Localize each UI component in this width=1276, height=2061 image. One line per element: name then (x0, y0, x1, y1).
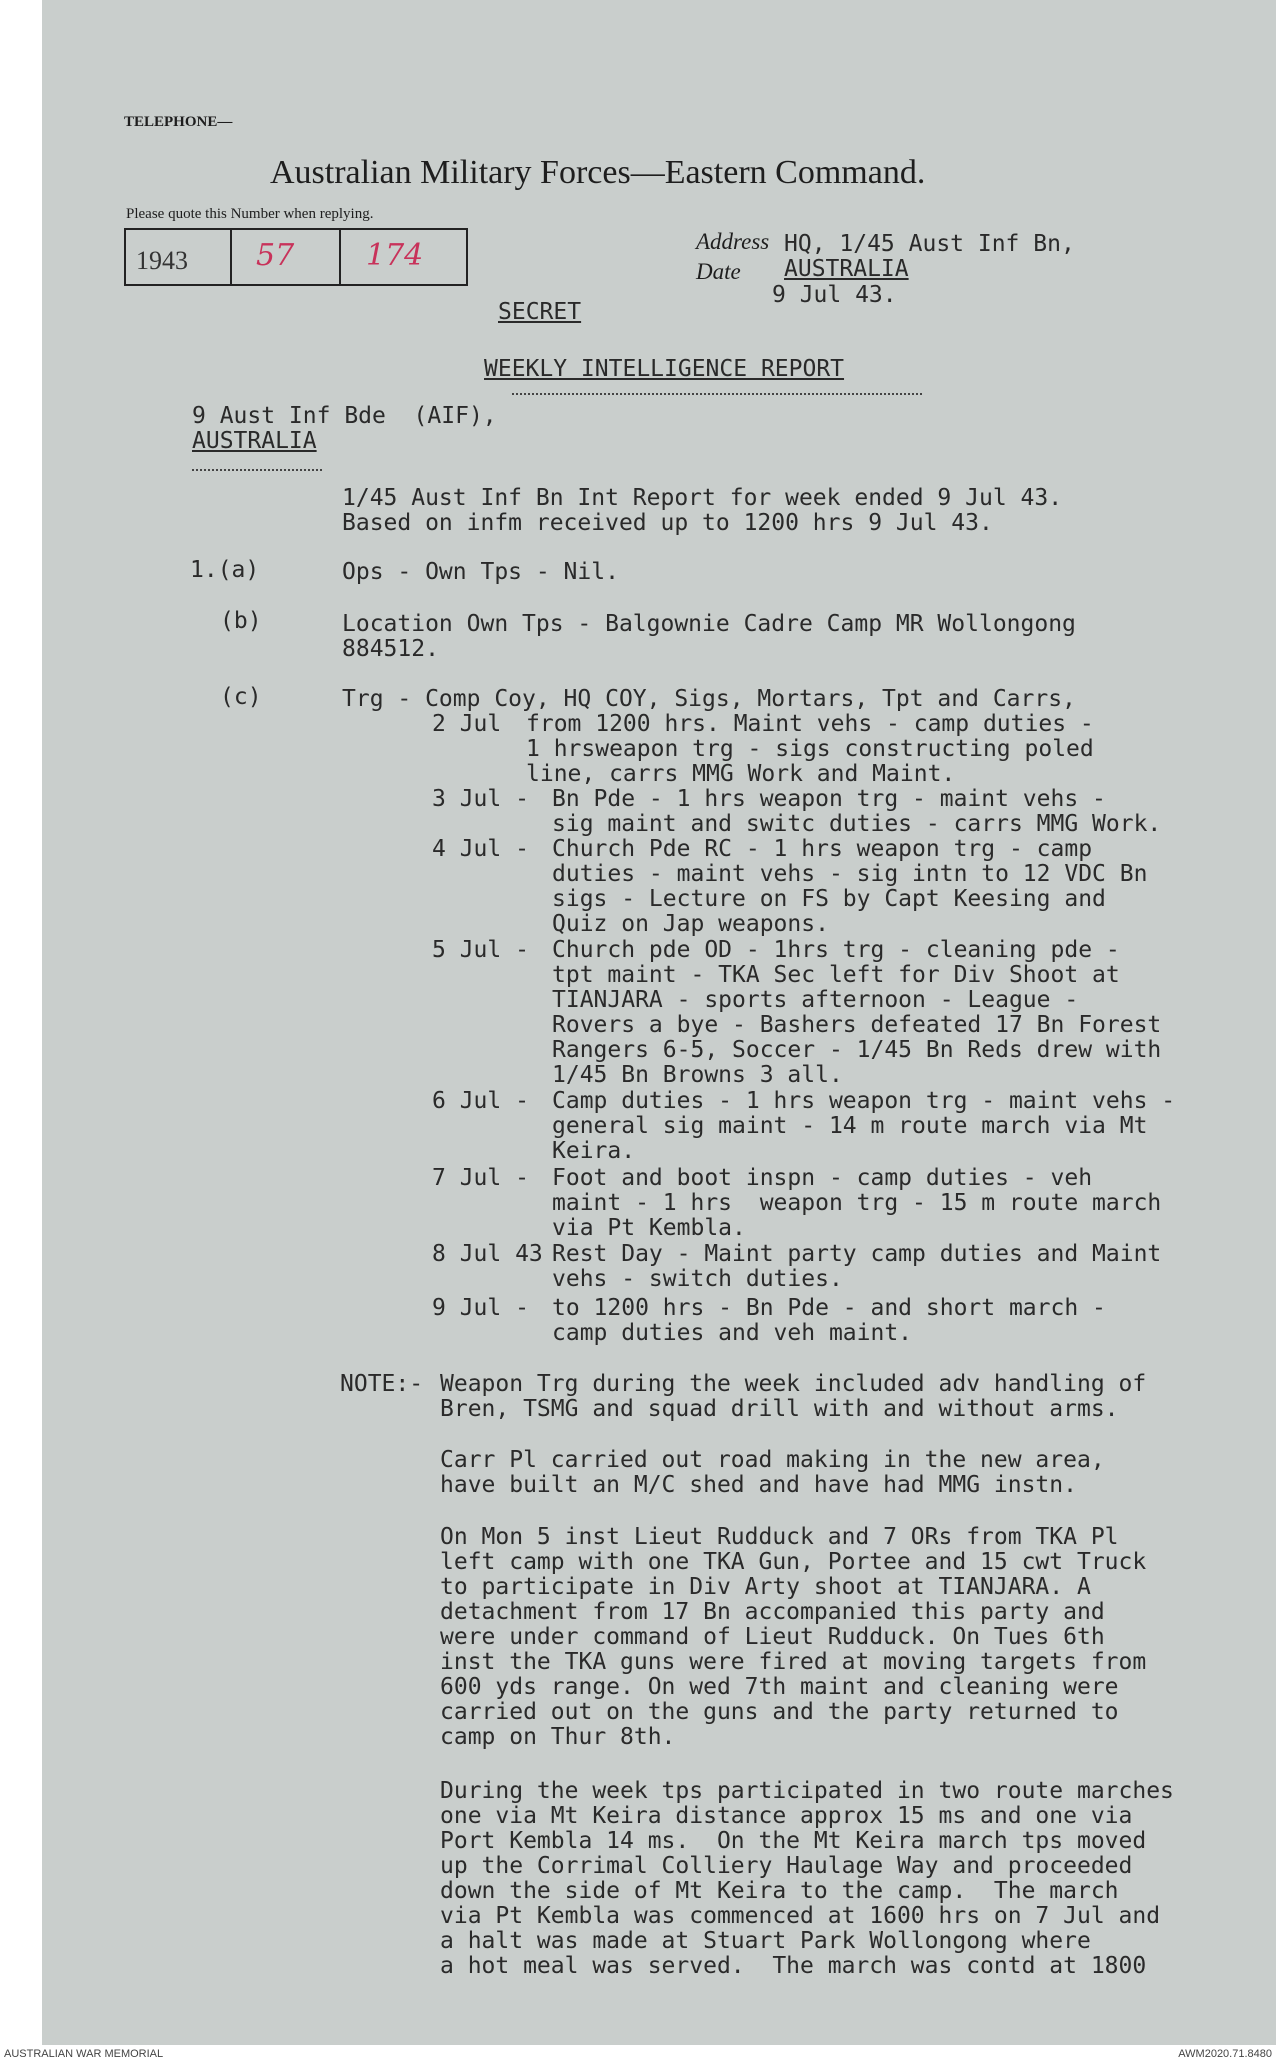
training-day-label: 3 Jul - (432, 786, 529, 812)
telephone-label: TELEPHONE— (124, 114, 233, 130)
intro-line-2: Based on infm received up to 1200 hrs 9 Jul 43. (342, 510, 993, 536)
training-day-line: TIANJARA - sports afternoon - League - (552, 987, 1079, 1013)
note-line: Carr Pl carried out road making in the new area, (440, 1447, 1105, 1473)
title-dotted-rule (512, 393, 922, 395)
training-day-line: Rovers a bye - Bashers defeated 17 Bn Forest (552, 1012, 1162, 1038)
training-day-label: 4 Jul - (432, 836, 529, 862)
reference-year: 1943 (136, 246, 188, 275)
section-c-first-line: Trg - Comp Coy, HQ COY, Sigs, Mortars, Tpt and Carrs, (342, 686, 1076, 712)
training-day-line: Church Pde RC - 1 hrs weapon trg - camp (552, 836, 1093, 862)
note-line: via Pt Kembla was commenced at 1600 hrs on 7 Jul and (440, 1903, 1161, 1929)
footer-institution: AUSTRALIAN WAR MEMORIAL (4, 2048, 164, 2060)
note-line: down the side of Mt Keira to the camp. The march (440, 1878, 1119, 1904)
note-line: During the week tps participated in two route marches (440, 1778, 1174, 1804)
recipient-line-2: AUSTRALIA (192, 428, 317, 454)
note-line: On Mon 5 inst Lieut Rudduck and 7 ORs from TKA Pl (440, 1524, 1119, 1550)
training-day-line: vehs - switch duties. (552, 1266, 843, 1292)
note-line: one via Mt Keira distance approx 15 ms and one via (440, 1803, 1133, 1829)
note-line: carried out on the guns and the party returned to (440, 1699, 1119, 1725)
note-line: a halt was made at Stuart Park Wollongong where (440, 1928, 1091, 1954)
training-day-line: sig maint and switc duties - carrs MMG Work. (552, 811, 1162, 837)
date-value: 9 Jul 43. (772, 282, 897, 308)
training-day-label: 7 Jul - (432, 1165, 529, 1191)
section-b-line-1: Location Own Tps - Balgownie Cadre Camp MR Wollongong (342, 611, 1076, 637)
training-day-line: sigs - Lecture on FS by Capt Keesing and (552, 886, 1106, 912)
reference-file-b: 174 (366, 238, 424, 273)
section-a-label: 1.(a) (190, 557, 260, 583)
note-line: a hot meal was served. The march was contd at 1800 (440, 1953, 1147, 1979)
training-day-line: camp duties and veh maint. (552, 1320, 913, 1346)
secret-heading: SECRET (498, 299, 582, 325)
note-line: inst the TKA guns were fired at moving targets from (440, 1649, 1147, 1675)
note-line: Port Kembla 14 ms. On the Mt Keira march tps moved (440, 1828, 1147, 1854)
training-day-line: Camp duties - 1 hrs weapon trg - maint vehs - (552, 1088, 1176, 1114)
training-day-line: 1 hrsweapon trg - sigs constructing poled (526, 736, 1094, 762)
recipient-dotted-rule (192, 469, 322, 471)
document-page (42, 0, 1276, 2045)
note-line: camp on Thur 8th. (440, 1724, 676, 1750)
note-line: to participate in Div Arty shoot at TIANJARA. A (440, 1574, 1091, 1600)
footer-accession-number: AWM2020.71.8480 (1178, 2048, 1272, 2060)
note-line: have built an M/C shed and have had MMG instn. (440, 1472, 1077, 1498)
training-day-line: Rest Day - Maint party camp duties and Maint (552, 1241, 1162, 1267)
training-day-line: Bn Pde - 1 hrs weapon trg - maint vehs - (552, 786, 1106, 812)
training-day-line: Church pde OD - 1hrs trg - cleaning pde - (552, 937, 1120, 963)
section-a-text: Ops - Own Tps - Nil. (342, 559, 619, 585)
section-c-label: (c) (220, 684, 262, 710)
section-b-line-2: 884512. (342, 636, 439, 662)
training-day-label: 6 Jul - (432, 1088, 529, 1114)
training-day-line: duties - maint vehs - sig intn to 12 VDC Bn (552, 861, 1148, 887)
note-line: Weapon Trg during the week included adv handling of (440, 1371, 1147, 1397)
reference-file-a: 57 (256, 238, 295, 273)
training-day-line: Keira. (552, 1138, 636, 1164)
training-day-label: 5 Jul - (432, 937, 529, 963)
recipient-line-1: 9 Aust Inf Bde (AIF), (192, 403, 497, 429)
training-day-line: Rangers 6-5, Soccer - 1/45 Bn Reds drew with (552, 1037, 1162, 1063)
training-day-label: 8 Jul 43 (432, 1241, 543, 1267)
address-label: Address (696, 229, 770, 254)
training-day-line: 1/45 Bn Browns 3 all. (552, 1062, 843, 1088)
letterhead-title: Australian Military Forces—Eastern Command. (270, 154, 926, 191)
training-day-line: Foot and boot inspn - camp duties - veh (552, 1165, 1093, 1191)
report-title: WEEKLY INTELLIGENCE REPORT (484, 356, 845, 382)
note-line: up the Corrimal Colliery Haulage Way and proceeded (440, 1853, 1133, 1879)
date-label: Date (696, 259, 741, 284)
training-day-line: line, carrs MMG Work and Maint. (526, 761, 956, 787)
note-line: detachment from 17 Bn accompanied this party and (440, 1599, 1105, 1625)
intro-line-1: 1/45 Aust Inf Bn Int Report for week ended 9 Jul 43. (342, 485, 1063, 511)
note-label: NOTE:- (340, 1371, 424, 1397)
note-line: left camp with one TKA Gun, Portee and 15 cwt Truck (440, 1549, 1147, 1575)
training-day-line: general sig maint - 14 m route march via Mt (552, 1113, 1148, 1139)
section-b-label: (b) (220, 608, 262, 634)
quote-note: Please quote this Number when replying. (126, 206, 374, 222)
training-day-line: Quiz on Jap weapons. (552, 911, 829, 937)
training-day-line: from 1200 hrs. Maint vehs - camp duties - (526, 711, 1094, 737)
address-line-1: HQ, 1/45 Aust Inf Bn, (784, 231, 1075, 257)
training-day-line: tpt maint - TKA Sec left for Div Shoot at (552, 962, 1120, 988)
reference-number-box (124, 228, 468, 286)
note-line: were under command of Lieut Rudduck. On Tues 6th (440, 1624, 1105, 1650)
training-day-line: via Pt Kembla. (552, 1215, 746, 1241)
training-day-line: to 1200 hrs - Bn Pde - and short march - (552, 1295, 1106, 1321)
training-day-label: 9 Jul - (432, 1295, 529, 1321)
note-line: Bren, TSMG and squad drill with and without arms. (440, 1396, 1119, 1422)
training-day-label: 2 Jul (432, 711, 502, 737)
note-line: 600 yds range. On wed 7th maint and cleaning were (440, 1674, 1119, 1700)
training-day-line: maint - 1 hrs weapon trg - 15 m route march (552, 1190, 1162, 1216)
address-line-2: AUSTRALIA (784, 256, 909, 282)
